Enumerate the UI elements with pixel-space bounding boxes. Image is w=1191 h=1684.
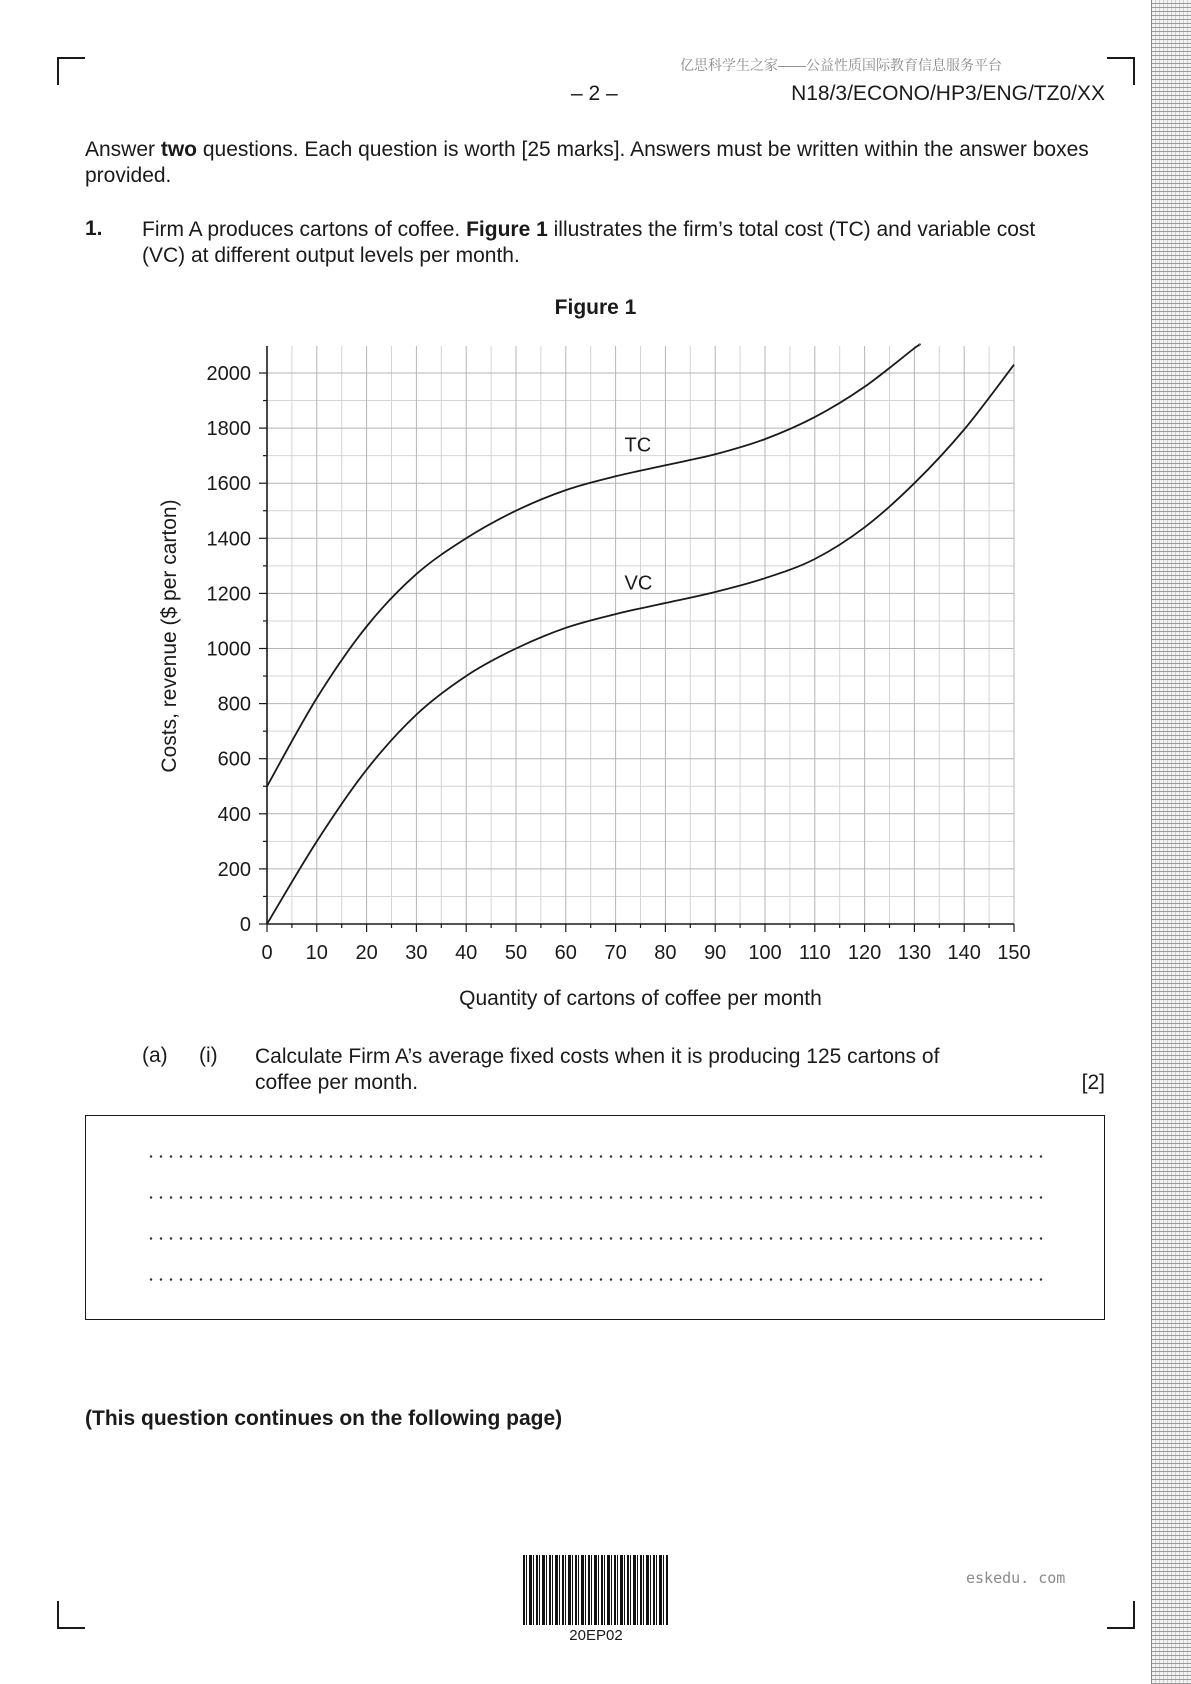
x-tick-label: 40 bbox=[455, 942, 478, 964]
instructions-text-end: questions. Each question is worth [25 marks]. Answers must be written within the answer boxes provided. bbox=[85, 138, 1089, 187]
x-tick-label: 110 bbox=[798, 942, 831, 964]
y-tick-label: 200 bbox=[217, 858, 251, 881]
x-tick-label: 80 bbox=[654, 942, 677, 964]
y-tick-label: 600 bbox=[217, 748, 251, 771]
x-tick-label: 50 bbox=[504, 942, 528, 964]
y-tick-label: 1600 bbox=[206, 473, 251, 496]
crop-mark-bottom-right bbox=[1107, 1601, 1135, 1629]
footer-watermark: eskedu. com bbox=[966, 1569, 1066, 1587]
y-axis-label: Costs, revenue ($ per carton) bbox=[158, 499, 181, 773]
annotation-vc: VC bbox=[624, 572, 653, 595]
chart-grid-minor bbox=[267, 346, 1014, 924]
part-label-a: (a) bbox=[142, 1044, 168, 1067]
x-tick-label: 100 bbox=[748, 942, 782, 964]
answer-line-2[interactable] bbox=[146, 1196, 1046, 1199]
x-tick-label: 0 bbox=[261, 942, 273, 964]
crop-mark-bottom-left bbox=[57, 1601, 85, 1629]
marks-label: [2] bbox=[1081, 1071, 1105, 1094]
y-tick-label: 2000 bbox=[206, 363, 251, 385]
figure-title: Figure 1 bbox=[554, 296, 637, 319]
y-tick-label: 400 bbox=[217, 803, 251, 826]
x-tick-label: 70 bbox=[604, 942, 627, 964]
x-tick-label: 150 bbox=[997, 942, 1031, 964]
scanner-edge-strip bbox=[1151, 0, 1191, 1684]
header-watermark: 亿思科学生之家——公益性质国际教育信息服务平台 bbox=[680, 57, 1002, 73]
y-tick-label: 1400 bbox=[206, 528, 251, 551]
part-question-text: Calculate Firm A’s average fixed costs when it is producing 125 cartons of coffee per month. bbox=[255, 1045, 940, 1094]
x-tick-label: 30 bbox=[405, 942, 428, 964]
question-number: 1. bbox=[85, 217, 103, 240]
y-tick-label: 1000 bbox=[206, 638, 251, 661]
question-text-start: Firm A produces cartons of coffee. bbox=[142, 218, 467, 241]
answer-line-4[interactable] bbox=[146, 1278, 1046, 1281]
y-tick-label: 800 bbox=[217, 693, 251, 716]
y-tick-label: 1800 bbox=[206, 418, 251, 441]
y-tick-label: 1200 bbox=[206, 583, 251, 606]
x-tick-label: 10 bbox=[305, 942, 328, 964]
question-figure-ref: Figure 1 bbox=[466, 218, 548, 241]
barcode bbox=[523, 1555, 669, 1625]
instructions-text-start: Answer bbox=[85, 138, 161, 161]
exam-code: N18/3/ECONO/HP3/ENG/TZ0/XX bbox=[791, 82, 1105, 105]
question-text-end: illustrates the firm’s total cost (TC) and variable cost (VC) at different output levels per month. bbox=[142, 218, 1036, 267]
chart-ticks bbox=[207, 363, 1031, 964]
x-tick-label: 90 bbox=[704, 942, 727, 964]
x-tick-label: 130 bbox=[897, 942, 932, 964]
x-tick-label: 120 bbox=[847, 942, 882, 964]
page-number: – 2 – bbox=[571, 82, 618, 105]
y-tick-label: 0 bbox=[239, 914, 251, 936]
part-label-i: (i) bbox=[199, 1044, 218, 1067]
series-tc-line bbox=[267, 344, 920, 786]
barcode-label: 20EP02 bbox=[569, 1627, 623, 1644]
answer-line-1[interactable] bbox=[146, 1155, 1046, 1158]
continuation-note: (This question continues on the following page) bbox=[85, 1407, 563, 1430]
x-tick-label: 20 bbox=[355, 942, 378, 964]
x-axis-label: Quantity of cartons of coffee per month bbox=[459, 987, 822, 1010]
instructions-bold: two bbox=[160, 138, 198, 161]
x-tick-label: 140 bbox=[947, 942, 981, 964]
x-tick-label: 60 bbox=[554, 942, 577, 964]
annotation-tc: TC bbox=[624, 434, 652, 457]
answer-line-3[interactable] bbox=[146, 1237, 1046, 1240]
answer-box[interactable] bbox=[85, 1115, 1105, 1320]
